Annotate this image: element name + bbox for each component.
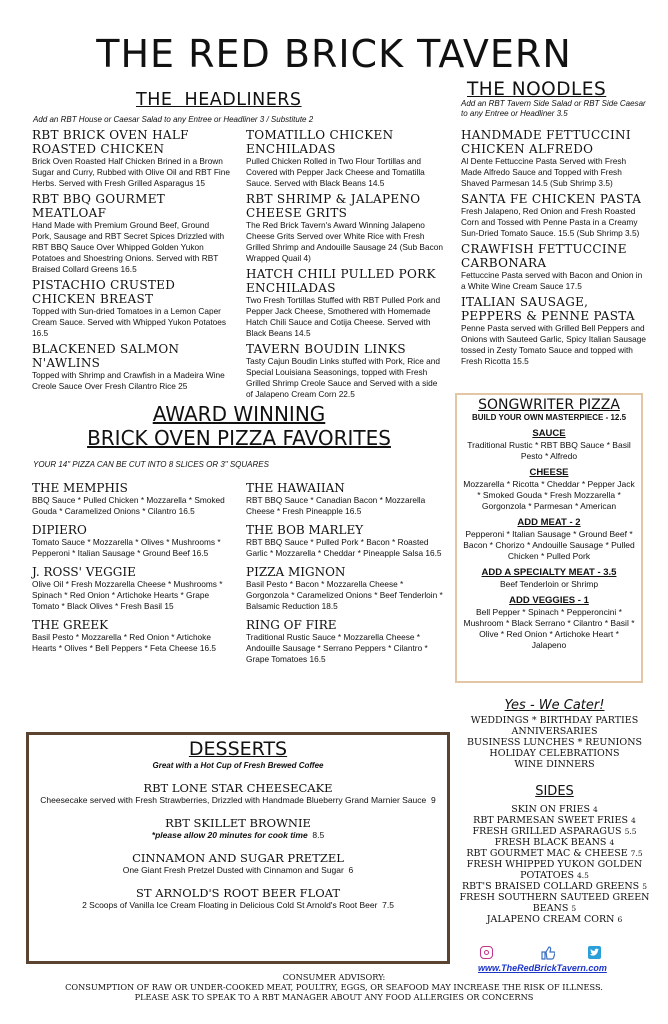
side-item-price: 4.5 <box>577 871 589 880</box>
advisory-line1: CONSUMER ADVISORY: <box>282 972 386 982</box>
headliner-item-description: Two Fresh Tortillas Stuffed with RBT Pulled Pork and Pepper Jack Cheese, Smothered with Homemade Hatch Chili Sauce and Cotija Cheese. Served with Black Beans 14.5 <box>246 295 441 338</box>
desserts-items <box>29 781 447 911</box>
dessert-item-name: CINNAMON AND SUGAR PRETZEL <box>132 851 344 865</box>
songwriter-section-heading: ADD MEAT - 2 <box>517 517 581 528</box>
headliner-item <box>246 342 446 400</box>
cater-line: WINE DINNERS <box>514 759 595 770</box>
pizza-item-name: THE HAWAIIAN <box>246 481 345 495</box>
pizza-item <box>246 523 446 559</box>
headliner-item-name: RBT BBQ GOURMET MEATLOAF <box>32 192 166 220</box>
pizza-item-name: PIZZA MIGNON <box>246 565 346 579</box>
side-item <box>457 914 652 925</box>
pizza-item-description: Basil Pesto * Bacon * Mozzarella Cheese * Gorgonzola * Caramelized Onions * Beef Tenderloin * Balsamic Reduction 18.5 <box>246 579 443 611</box>
cater-line: BUSINESS LUNCHES * REUNIONS <box>466 737 643 748</box>
pizza-item-description: RBT BBQ Sauce * Canadian Bacon * Mozzarella Cheese * Fresh Pineapple 16.5 <box>246 495 426 516</box>
pizza-item <box>32 481 228 517</box>
menu-title: THE RED BRICK TAVERN <box>96 32 572 76</box>
songwriter-section-heading: ADD VEGGIES - 1 <box>509 595 589 606</box>
pizza-item-name: DIPIERO <box>32 523 87 537</box>
desserts-note: Great with a Hot Cup of Fresh Brewed Coffee <box>152 761 324 770</box>
side-item-price: 5.5 <box>624 827 637 836</box>
headliner-item-description: Hand Made with Premium Ground Beef, Ground Pork, Sausage and RBT Secret Spices Drizzled with RBT BBQ Sauce Over Whipped Golden Yukon Potatoes and Shoestring Onions. Served with RBT Braised Collard Greens 16.5 <box>32 220 225 274</box>
songwriter-section-heading: SAUCE <box>532 428 566 439</box>
dessert-item <box>29 851 447 876</box>
side-item-price: 4 <box>631 816 636 825</box>
dessert-item-description <box>29 830 447 841</box>
side-item <box>457 804 652 815</box>
headliner-item-description: Topped with Shrimp and Crawfish in a Madeira Wine Creole Sauce Over Fresh Cilantro Rice 25 <box>32 370 225 391</box>
pizza-item-description: Basil Pesto * Mozzarella * Red Onion * Artichoke Hearts * Olives * Bell Peppers * Feta Cheese 16.5 <box>32 632 217 653</box>
pizza-note: YOUR 14" PIZZA CAN BE CUT INTO 8 SLICES OR 3" SQUARES <box>33 460 269 469</box>
pizza-item-description: RBT BBQ Sauce * Pulled Pork * Bacon * Roasted Garlic * Mozzarella * Cheddar * Pineapple Salsa 16.5 <box>246 537 442 558</box>
side-item <box>457 837 652 848</box>
songwriter-section-body: Beef Tenderloin or Shrimp <box>499 579 599 589</box>
pizza-item <box>246 565 446 612</box>
pizza-item <box>246 481 446 517</box>
social-icons <box>478 945 618 961</box>
noodle-item-name: ITALIAN SAUSAGE, PEPPERS & PENNE PASTA <box>461 295 635 323</box>
consumer-advisory <box>0 972 668 1002</box>
side-item <box>457 826 652 837</box>
headliner-item-description: Topped with Sun-dried Tomatoes in a Lemon Caper Cream Sauce. Served with Whipped Yukon Potatoes 16.5 <box>32 306 227 338</box>
headliner-item-description: Pulled Chicken Rolled in Two Flour Tortillas and Covered with Pepper Jack Cheese and Tomatilla Sauce. Served with Black Beans 14.5 <box>246 156 425 188</box>
pizza-right-column <box>246 481 446 671</box>
pizza-item <box>246 618 446 665</box>
pizza-item-description: Tomato Sauce * Mozzarella * Olives * Mushrooms * Pepperoni * Italian Sausage * Ground Beef 16.5 <box>32 537 221 558</box>
side-item-price: 4 <box>593 805 598 814</box>
instagram-icon[interactable] <box>480 946 493 959</box>
pizza-item <box>32 565 228 612</box>
side-item <box>457 815 652 826</box>
side-item-name: RBT'S BRAISED COLLARD GREENS <box>461 881 640 892</box>
pizza-item-name: J. ROSS' VEGGIE <box>32 565 136 579</box>
songwriter-section-body: Traditional Rustic * RBT BBQ Sauce * Basil Pesto * Alfredo <box>467 440 631 461</box>
headliners-heading: THE HEADLINERS <box>136 90 302 110</box>
side-item-price: 6 <box>617 915 623 924</box>
desserts-heading: DESSERTS <box>188 738 288 760</box>
songwriter-section-heading: CHEESE <box>529 467 569 478</box>
headliner-item <box>246 267 446 339</box>
cater-line: ANNIVERSARIES <box>511 726 598 737</box>
side-item-price: 7.5 <box>630 849 643 858</box>
side-item-name: FRESH WHIPPED YUKON GOLDEN POTATOES <box>466 859 643 881</box>
dessert-item-description <box>29 900 447 911</box>
dessert-item <box>29 816 447 841</box>
headliner-item <box>246 128 446 189</box>
cater-section <box>457 697 652 770</box>
headliner-item-name: HATCH CHILI PULLED PORK ENCHILADAS <box>246 267 436 295</box>
side-item-name: FRESH BLACK BEANS <box>494 837 607 848</box>
side-item-name: FRESH GRILLED ASPARAGUS <box>472 826 622 837</box>
dessert-item-name: RBT SKILLET BROWNIE <box>165 816 311 830</box>
noodle-item <box>461 128 649 189</box>
headliner-item-name: PISTACHIO CRUSTED CHICKEN BREAST <box>32 278 176 306</box>
dessert-item-name: ST ARNOLD'S ROOT BEER FLOAT <box>136 886 340 900</box>
songwriter-pizza-box <box>455 393 643 683</box>
pizza-left-column <box>32 481 228 660</box>
sides-list <box>457 804 652 925</box>
pizza-item-description: Olive Oil * Fresh Mozzarella Cheese * Mushrooms * Spinach * Red Onion * Artichoke Hearts * Grape Tomato * Black Olives * Fresh Basil 15 <box>32 579 223 611</box>
cater-lines <box>457 715 652 770</box>
cater-line: WEDDINGS * BIRTHDAY PARTIES <box>470 715 639 726</box>
headliner-item <box>32 128 230 189</box>
dessert-item-price-text: One Giant Fresh Pretzel Dusted with Cinnamon and Sugar 6 <box>122 865 354 875</box>
headliners-right-column <box>246 128 446 403</box>
songwriter-section-body: Pepperoni * Italian Sausage * Ground Beef * Bacon * Chorizo * Andouille Sausage * Pulled Chicken * Pulled Pork <box>463 529 635 561</box>
side-item-name: RBT GOURMET MAC & CHEESE <box>466 848 628 859</box>
sides-section <box>457 783 652 925</box>
headliner-item <box>32 278 230 339</box>
pizza-item-name: THE GREEK <box>32 618 109 632</box>
headliner-item-name: TOMATILLO CHICKEN ENCHILADAS <box>246 128 394 156</box>
noodle-item-description: Fettuccine Pasta served with Bacon and Onion in a White Wine Cream Sauce 17.5 <box>461 270 643 291</box>
pizza-item <box>32 523 228 559</box>
side-item <box>457 881 652 892</box>
pizza-item-name: THE BOB MARLEY <box>246 523 364 537</box>
dessert-item-description <box>29 865 447 876</box>
cater-heading: Yes - We Cater! <box>504 698 605 713</box>
dessert-item <box>29 781 447 806</box>
sides-heading: SIDES <box>535 784 574 799</box>
website-link[interactable]: www.TheRedBrickTavern.com <box>478 963 607 973</box>
side-item <box>457 892 652 914</box>
headliner-item <box>32 342 230 392</box>
noodle-item <box>461 242 649 292</box>
pizza-item-name: THE MEMPHIS <box>32 481 128 495</box>
noodles-heading: THE NOODLES <box>467 79 607 100</box>
advisory-line2: CONSUMPTION OF RAW OR UNDER-COOKED MEAT, POULTRY, EGGS, OR SEAFOOD MAY INCREASE THE RISK OF ILLNESS. <box>65 982 603 992</box>
headliner-item-name: RBT BRICK OVEN HALF ROASTED CHICKEN <box>32 128 189 156</box>
dessert-item-price-text: 8.5 <box>307 830 325 840</box>
headliners-left-column <box>32 128 230 395</box>
side-item-price: 4 <box>609 838 615 847</box>
advisory-line3: PLEASE ASK TO SPEAK TO A RBT MANAGER ABOUT ANY FOOD ALLERGIES OR CONCERNS <box>134 992 534 1002</box>
noodle-item <box>461 295 649 367</box>
side-item <box>457 859 652 881</box>
noodle-item-name: CRAWFISH FETTUCCINE CARBONARA <box>461 242 627 270</box>
dessert-item-name: RBT LONE STAR CHEESECAKE <box>143 781 333 795</box>
pizza-heading-line2: BRICK OVEN PIZZA FAVORITES <box>87 426 391 450</box>
side-item-name: FRESH SOUTHERN SAUTEED GREEN BEANS <box>459 892 650 914</box>
side-item-name: RBT PARMESAN SWEET FRIES <box>473 815 628 826</box>
songwriter-section-heading: ADD A SPECIALTY MEAT - 3.5 <box>481 567 617 578</box>
noodle-item-name: SANTA FE CHICKEN PASTA <box>461 192 642 206</box>
cater-line: HOLIDAY CELEBRATIONS <box>489 748 620 759</box>
headliner-item <box>246 192 446 264</box>
noodle-item-description: Al Dente Fettuccine Pasta Served with Fresh Made Alfredo Sauce and Topped with Fresh Shaved Parmesan 14.5 (Sub Shrimp 3.5) <box>461 156 627 188</box>
side-item-name: SKIN ON FRIES <box>511 804 590 815</box>
songwriter-subtitle: BUILD YOUR OWN MASTERPIECE - 12.5 <box>471 413 627 422</box>
headliner-item-description: The Red Brick Tavern's Award Winning Jalapeno Cheese Grits Served over White Rice with Fresh Grilled Shrimp and Andouille Sausage 24 (Sub Bacon Wrapped Quail 4) <box>246 220 443 263</box>
headliner-item-description: Brick Oven Roasted Half Chicken Brined in a Brown Sugar and Curry, Rubbed with Olive Oil and RBT Fine Herbs. Served with Fresh Grilled Asparagus 15 <box>32 156 230 188</box>
twitter-icon[interactable] <box>588 946 601 959</box>
dessert-item-price-text: 2 Scoops of Vanilla Ice Cream Floating in Delicious Cold St Arnold's Root Beer 7.5 <box>82 900 394 910</box>
dessert-item <box>29 886 447 911</box>
pizza-item <box>32 618 228 654</box>
side-item-name: JALAPENO CREAM CORN <box>486 914 615 925</box>
desserts-box <box>26 732 450 964</box>
noodle-item-description: Fresh Jalapeno, Red Onion and Fresh Roasted Corn and Tossed with Penne Pasta in a Creamy Sun-Dried Tomato Sauce. 15.5 (Sub Shrimp 3.5) <box>461 206 640 238</box>
noodles-note: Add an RBT Tavern Side Salad or RBT Side Caesar to any Entree or Headliner 3.5 <box>461 99 646 118</box>
side-item-price: 5 <box>571 904 577 913</box>
pizza-item-name: RING OF FIRE <box>246 618 337 632</box>
headliners-note: Add an RBT House or Caesar Salad to any Entree or Headliner 3 / Substitute 2 <box>33 115 314 124</box>
facebook-icon[interactable] <box>540 945 555 960</box>
noodle-item <box>461 192 649 239</box>
headliner-item-name: TAVERN BOUDIN LINKS <box>246 342 406 356</box>
noodle-item-description: Penne Pasta served with Grilled Bell Peppers and Onions with Sauteed Garlic, Spicy Italian Sausage tossed in Zesty Tomato Sauce and topped with Fresh Ricotta 15.5 <box>461 323 646 366</box>
noodles-column <box>461 128 649 370</box>
pizza-heading-line1: AWARD WINNING <box>152 402 326 426</box>
dessert-cook-time-note: *please allow 20 minutes for cook time <box>151 830 308 840</box>
side-item <box>457 848 652 859</box>
songwriter-section-body: Mozzarella * Ricotta * Cheddar * Pepper Jack * Smoked Gouda * Fresh Mozzarella * Gorgonzola * Parmesan * American <box>463 479 635 511</box>
songwriter-section-body: Bell Pepper * Spinach * Pepperoncini * Mushroom * Black Serrano * Cilantro * Basil * Olive * Red Onion * Artichoke Heart * Jalapeno <box>463 607 635 650</box>
pizza-item-description: BBQ Sauce * Pulled Chicken * Mozzarella * Smoked Gouda * Caramelized Onions * Cilantro 16.5 <box>32 495 225 516</box>
noodle-item-name: HANDMADE FETTUCCINI CHICKEN ALFREDO <box>461 128 631 156</box>
headliner-item <box>32 192 230 275</box>
dessert-item-description <box>29 795 447 806</box>
songwriter-title: SONGWRITER PIZZA <box>478 397 620 413</box>
headliner-item-description: Tasty Cajun Boudin Links stuffed with Pork, Rice and Special Louisiana Seasonings, topped with Fresh Grilled Shrimp Creole Sauce and Served with a side of Jalapeno Cream Corn 22.5 <box>246 356 441 399</box>
pizza-item-description: Traditional Rustic Sauce * Mozzarella Cheese * Andouille Sausage * Serrano Peppers * Cilantro * Grape Tomatoes 16.5 <box>246 632 428 664</box>
headliner-item-name: RBT SHRIMP & JALAPENO CHEESE GRITS <box>246 192 421 220</box>
side-item-price: 5 <box>642 882 647 891</box>
dessert-item-price-text: Cheesecake served with Fresh Strawberries, Drizzled with Handmade Blueberry Grand Marnier Sauce 9 <box>40 795 436 805</box>
songwriter-sections <box>461 428 637 651</box>
headliner-item-name: BLACKENED SALMON N'AWLINS <box>32 342 180 370</box>
